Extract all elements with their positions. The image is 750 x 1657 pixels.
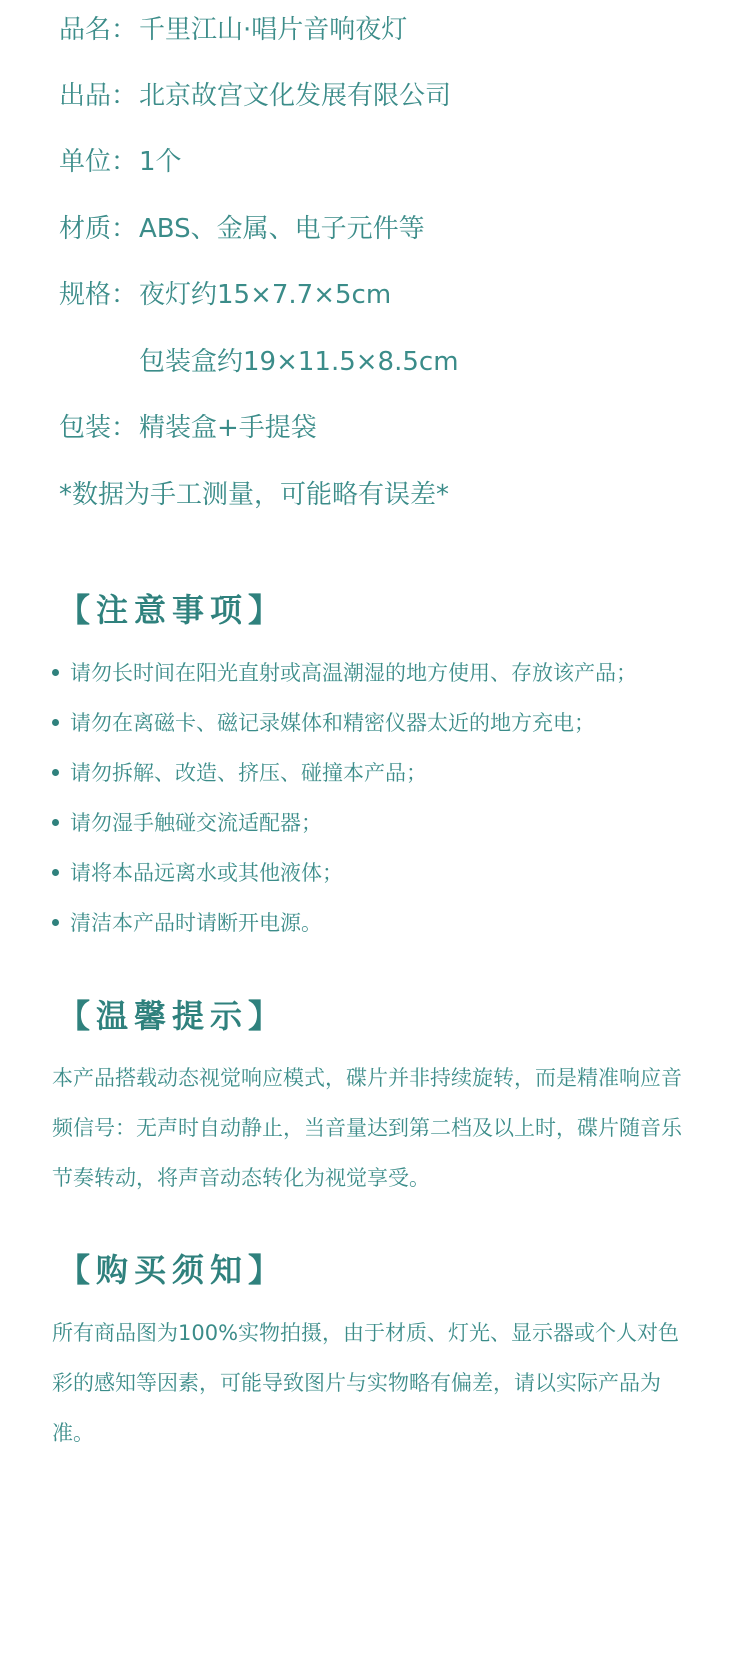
list-item bbox=[52, 705, 742, 755]
list-item-text: 请勿在离磁卡、磁记录媒体和精密仪器太近的地方充电； bbox=[70, 711, 595, 735]
tips-paragraph: 本产品搭载动态视觉响应模式，碟片并非持续旋转，而是精准响应音频信号：无声时自动静止，当音量达到第二档及以上时，碟片随音乐节奏转动，将声音动态转化为视觉享受。 bbox=[52, 1066, 682, 1190]
list-item bbox=[52, 905, 742, 955]
list-item-text: 请勿长时间在阳光直射或高温潮湿的地方使用、存放该产品； bbox=[70, 661, 637, 685]
bullet-dot-icon bbox=[52, 719, 59, 726]
spec-label: 包装： bbox=[59, 413, 138, 443]
bullet-dot-icon bbox=[52, 669, 59, 676]
spec-value: 北京故宫文化发展有限公司 bbox=[139, 81, 452, 111]
purchase-paragraph: 所有商品图为100%实物拍摄，由于材质、灯光、显示器或个人对色彩的感知等因素，可能导致图片与实物略有偏差，请以实际产品为准。 bbox=[52, 1321, 680, 1445]
bullet-dot-icon bbox=[52, 769, 59, 776]
bullet-dot-icon bbox=[52, 869, 59, 876]
list-item-text: 请将本品远离水或其他液体； bbox=[70, 861, 343, 885]
list-item bbox=[52, 755, 742, 805]
spec-value: 1个 bbox=[139, 147, 182, 177]
notice-title: 【注意事项】 bbox=[58, 591, 287, 629]
spec-value: 包装盒约19×11.5×8.5cm bbox=[139, 347, 459, 377]
spec-value: 千里江山·唱片音响夜灯 bbox=[139, 15, 408, 45]
bullet-dot-icon bbox=[52, 819, 59, 826]
spec-label: 品名： bbox=[59, 15, 138, 45]
list-item-text: 请勿湿手触碰交流适配器； bbox=[70, 811, 322, 835]
spec-label: 材质： bbox=[59, 214, 138, 244]
list-item-text: 清洁本产品时请断开电源。 bbox=[70, 911, 322, 935]
spec-row-producer bbox=[59, 76, 451, 116]
spec-label: 单位： bbox=[59, 147, 138, 177]
spec-row-unit bbox=[59, 142, 182, 182]
bullet-dot-icon bbox=[52, 919, 59, 926]
spec-value: 精装盒+手提袋 bbox=[139, 413, 317, 443]
list-item bbox=[52, 655, 742, 705]
list-item-text: 请勿拆解、改造、挤压、碰撞本产品； bbox=[70, 761, 427, 785]
spec-label: 出品： bbox=[59, 81, 138, 111]
spec-value: ABS、金属、电子元件等 bbox=[139, 214, 425, 244]
spec-row-packaging bbox=[59, 408, 317, 448]
spec-value: 夜灯约15×7.7×5cm bbox=[139, 280, 392, 310]
spec-row-size bbox=[59, 275, 391, 315]
spec-row-material bbox=[59, 209, 425, 249]
spec-note: *数据为手工测量，可能略有误差* bbox=[59, 480, 450, 510]
tips-title: 【温馨提示】 bbox=[58, 997, 287, 1035]
list-item bbox=[52, 805, 742, 855]
spec-row-box-size bbox=[59, 342, 459, 382]
notice-list bbox=[52, 655, 742, 955]
purchase-title: 【购买须知】 bbox=[58, 1251, 287, 1289]
list-item bbox=[52, 855, 742, 905]
spec-label: 规格： bbox=[59, 280, 138, 310]
spec-row-name bbox=[59, 10, 407, 50]
